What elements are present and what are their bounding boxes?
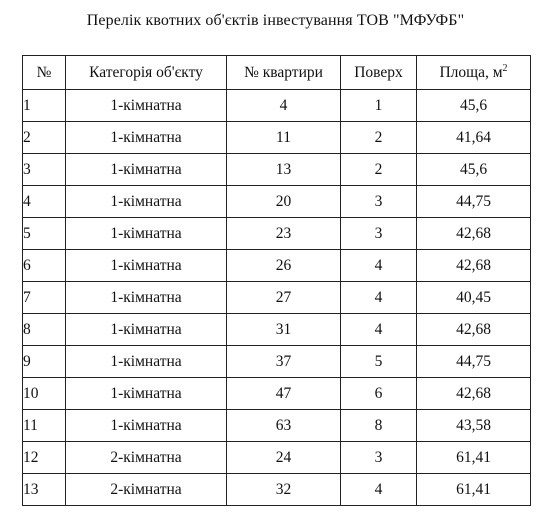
cell-category: 1-кімнатна (66, 186, 227, 218)
cell-category: 2-кімнатна (66, 442, 227, 474)
header-area (417, 56, 531, 90)
cell-number: 1 (23, 90, 66, 122)
cell-floor: 6 (341, 378, 417, 410)
header-floor: Поверх (341, 56, 417, 90)
cell-area: 43,58 (417, 410, 531, 442)
cell-floor: 3 (341, 186, 417, 218)
cell-apartment: 63 (227, 410, 341, 442)
cell-apartment: 24 (227, 442, 341, 474)
cell-floor: 3 (341, 442, 417, 474)
quota-objects-table (22, 55, 531, 506)
table-row (23, 410, 531, 442)
cell-area: 40,45 (417, 282, 531, 314)
cell-area: 61,41 (417, 474, 531, 506)
cell-category: 1-кімнатна (66, 314, 227, 346)
table-row (23, 90, 531, 122)
cell-apartment: 26 (227, 250, 341, 282)
table-row (23, 346, 531, 378)
table-row (23, 474, 531, 506)
cell-area: 41,64 (417, 122, 531, 154)
cell-floor: 5 (341, 346, 417, 378)
table-row (23, 378, 531, 410)
table-row (23, 250, 531, 282)
cell-floor: 1 (341, 90, 417, 122)
table-header-row (23, 56, 531, 90)
header-area-label: Площа, м (439, 63, 503, 81)
cell-category: 1-кімнатна (66, 218, 227, 250)
cell-number: 9 (23, 346, 66, 378)
cell-area: 44,75 (417, 186, 531, 218)
header-category: Категорія об'єкту (66, 56, 227, 90)
cell-floor: 2 (341, 154, 417, 186)
cell-number: 4 (23, 186, 66, 218)
table-row (23, 314, 531, 346)
cell-area: 61,41 (417, 442, 531, 474)
cell-apartment: 37 (227, 346, 341, 378)
cell-number: 13 (23, 474, 66, 506)
cell-number: 2 (23, 122, 66, 154)
table-row (23, 282, 531, 314)
document-title: Перелік квотних об'єктів інвестування ТОВ "МФУФБ" (86, 12, 465, 29)
cell-category: 2-кімнатна (66, 474, 227, 506)
cell-apartment: 13 (227, 154, 341, 186)
cell-category: 1-кімнатна (66, 90, 227, 122)
cell-area: 45,6 (417, 90, 531, 122)
cell-apartment: 32 (227, 474, 341, 506)
cell-apartment: 23 (227, 218, 341, 250)
cell-number: 5 (23, 218, 66, 250)
cell-category: 1-кімнатна (66, 122, 227, 154)
cell-floor: 3 (341, 218, 417, 250)
header-number: № (23, 56, 66, 90)
cell-area: 45,6 (417, 154, 531, 186)
cell-number: 8 (23, 314, 66, 346)
cell-number: 3 (23, 154, 66, 186)
cell-area: 42,68 (417, 218, 531, 250)
cell-number: 6 (23, 250, 66, 282)
cell-category: 1-кімнатна (66, 410, 227, 442)
cell-floor: 4 (341, 474, 417, 506)
cell-floor: 8 (341, 410, 417, 442)
cell-apartment: 20 (227, 186, 341, 218)
cell-category: 1-кімнатна (66, 346, 227, 378)
cell-category: 1-кімнатна (66, 250, 227, 282)
cell-apartment: 11 (227, 122, 341, 154)
header-apartment: № квартири (227, 56, 341, 90)
cell-apartment: 47 (227, 378, 341, 410)
cell-number: 10 (23, 378, 66, 410)
table-body (23, 90, 531, 506)
cell-number: 11 (23, 410, 66, 442)
cell-number: 12 (23, 442, 66, 474)
table-row (23, 186, 531, 218)
cell-floor: 4 (341, 250, 417, 282)
table-row (23, 442, 531, 474)
cell-category: 1-кімнатна (66, 154, 227, 186)
cell-apartment: 27 (227, 282, 341, 314)
cell-category: 1-кімнатна (66, 378, 227, 410)
table-row (23, 154, 531, 186)
cell-category: 1-кімнатна (66, 282, 227, 314)
cell-floor: 4 (341, 314, 417, 346)
table-row (23, 122, 531, 154)
cell-area: 42,68 (417, 314, 531, 346)
cell-apartment: 4 (227, 90, 341, 122)
header-area-superscript: 2 (502, 62, 508, 74)
cell-floor: 2 (341, 122, 417, 154)
cell-area: 42,68 (417, 378, 531, 410)
cell-floor: 4 (341, 282, 417, 314)
cell-number: 7 (23, 282, 66, 314)
cell-area: 42,68 (417, 250, 531, 282)
table-row (23, 218, 531, 250)
cell-apartment: 31 (227, 314, 341, 346)
cell-area: 44,75 (417, 346, 531, 378)
